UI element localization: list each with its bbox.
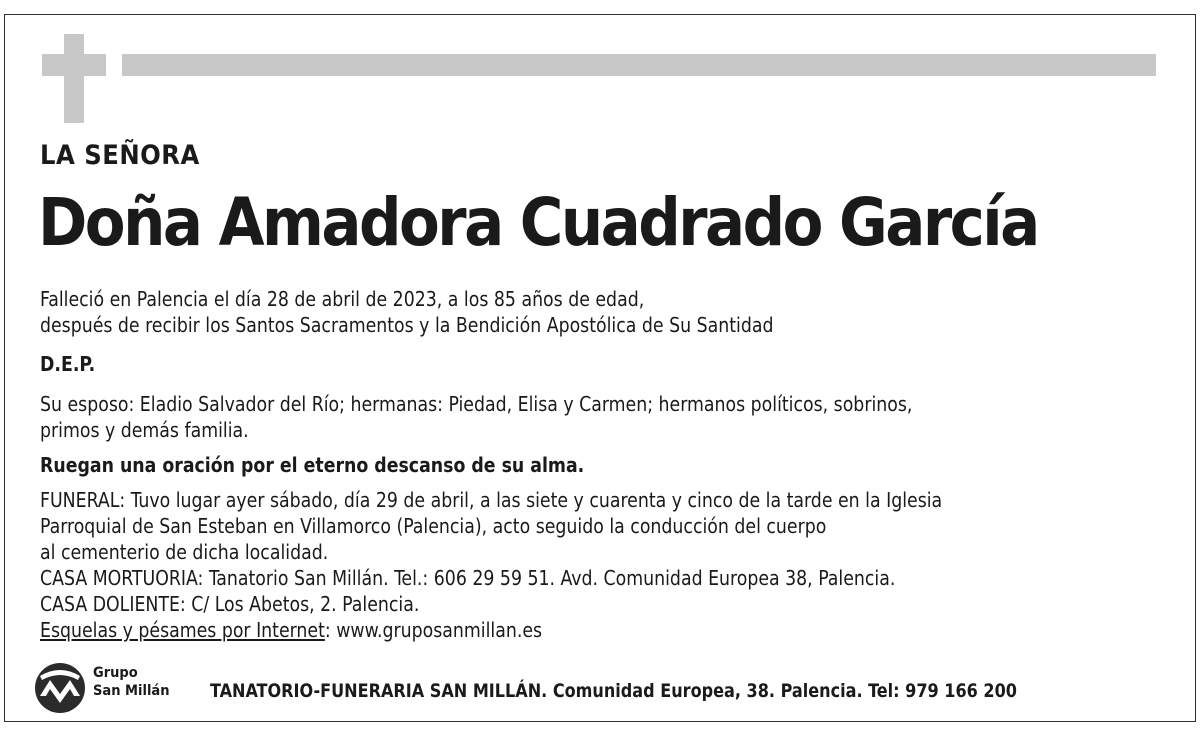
logo-text [93, 664, 170, 700]
funeral-line-2: Parroquial de San Esteban en Villamorco (Palencia), acto seguido la conducción del cuerpo [40, 514, 827, 538]
internet-label-link[interactable]: Esquelas y pésames por Internet [40, 618, 325, 642]
funeral-line-1: FUNERAL: Tuvo lugar ayer sábado, día 29 de abril, a las siete y cuarenta y cinco de la tarde en la Iglesia [40, 488, 943, 512]
funeral-line-3: al cementerio de dicha localidad. [40, 540, 329, 564]
header-bar [122, 54, 1156, 76]
honorific: LA SEÑORA [40, 140, 200, 171]
internet-line [40, 617, 542, 643]
logo-line-2: San Millán [93, 683, 170, 699]
cross-icon-vertical [64, 34, 84, 123]
death-line-2: después de recibir los Santos Sacramentos y la Bendición Apostólica de Su Santidad [40, 313, 774, 337]
deceased-name: Doña Amadora Cuadrado García [38, 184, 1038, 261]
logo-line-1: Grupo [93, 665, 138, 681]
mortuary-line: CASA MORTUORIA: Tanatorio San Millán. Tel.: 606 29 59 51. Avd. Comunidad Europea 38, Palencia. [40, 566, 896, 590]
family-line-2: primos y demás familia. [40, 418, 249, 442]
footer-contact: TANATORIO-FUNERARIA SAN MILLÁN. Comunidad Europea, 38. Palencia. Tel: 979 166 200 [210, 680, 1017, 702]
internet-url[interactable]: : www.gruposanmillan.es [324, 618, 543, 642]
prayer-line: Ruegan una oración por el eterno descanso de su alma. [40, 453, 585, 477]
death-line-1: Falleció en Palencia el día 28 de abril de 2023, a los 85 años de edad, [40, 287, 645, 311]
dep-label: D.E.P. [40, 352, 96, 376]
family-line-1: Su esposo: Eladio Salvador del Río; hermanas: Piedad, Elisa y Carmen; hermanos políticos, sobrinos, [40, 392, 913, 416]
cross-icon-horizontal [42, 54, 106, 76]
mourning-house-line: CASA DOLIENTE: C/ Los Abetos, 2. Palencia. [40, 592, 420, 616]
grupo-san-millan-logo-icon [34, 662, 86, 714]
